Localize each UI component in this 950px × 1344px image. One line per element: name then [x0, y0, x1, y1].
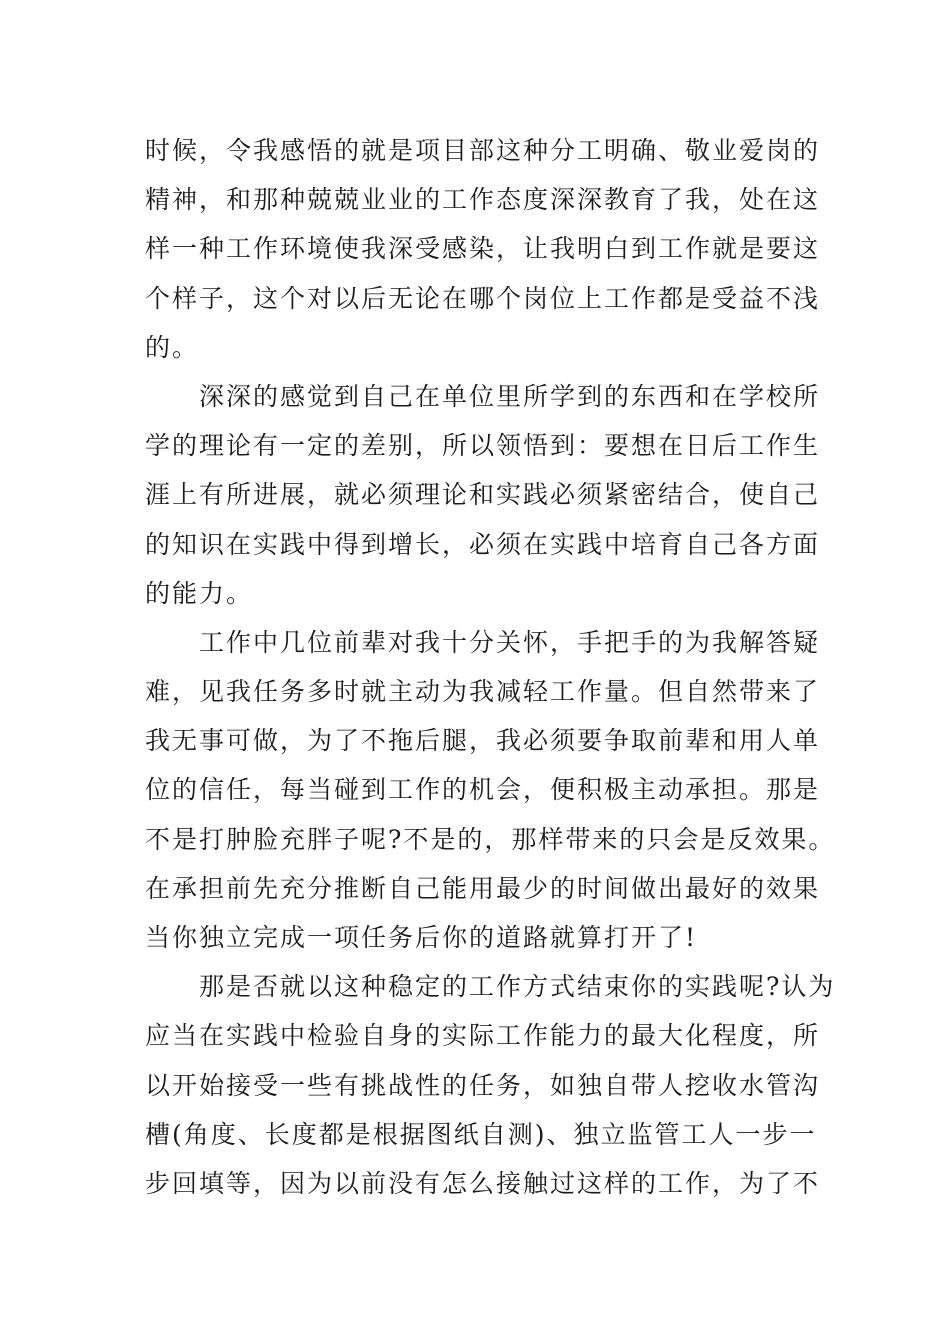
paragraph — [145, 618, 836, 962]
paragraph — [145, 126, 821, 372]
text-line: 应当在实践中检验自身的实际工作能力的最大化程度，所 — [145, 1021, 821, 1051]
text-line: 涯上有所进展，就必须理论和实践必须紧密结合，使自己 — [145, 480, 821, 510]
text-line: 槽(角度、长度都是根据图纸自测)、独立监管工人一步一 — [145, 1119, 817, 1149]
text-line: 当你独立完成一项任务后你的道路就算打开了! — [145, 923, 698, 952]
text-line: 的。 — [145, 332, 200, 362]
text-line: 样一种工作环境使我深受感染，让我明白到工作就是要这 — [145, 234, 821, 264]
text-line: 难，见我任务多时就主动为我减轻工作量。但自然带来了 — [145, 677, 821, 707]
text-line: 那是否就以这种稳定的工作方式结束你的实践呢?认为 — [199, 972, 836, 1002]
document-page — [145, 126, 836, 1208]
text-line: 我无事可做，为了不拖后腿，我必须要争取前辈和用人单 — [145, 726, 821, 756]
paragraph — [145, 962, 836, 1208]
text-line: 不是打肿脸充胖子呢?不是的，那样带来的只会是反效果。 — [145, 824, 836, 854]
text-line: 的知识在实践中得到增长，必须在实践中培育自己各方面 — [145, 529, 821, 559]
text-line: 位的信任，每当碰到工作的机会，便积极主动承担。那是 — [145, 775, 821, 805]
text-line: 步回填等，因为以前没有怎么接触过这样的工作，为了不 — [145, 1168, 821, 1198]
text-line: 在承担前先充分推断自己能用最少的时间做出最好的效果 — [145, 873, 821, 903]
text-line: 工作中几位前辈对我十分关怀，手把手的为我解答疑 — [199, 627, 821, 657]
paragraph — [145, 372, 821, 618]
text-line: 深深的感觉到自己在单位里所学到的东西和在学校所 — [199, 381, 821, 411]
text-line: 时候，令我感悟的就是项目部这种分工明确、敬业爱岗的 — [145, 136, 821, 165]
text-line: 以开始接受一些有挑战性的任务，如独自带人挖收水管沟 — [145, 1070, 821, 1100]
text-line: 精神，和那种兢兢业业的工作态度深深教育了我，处在这 — [145, 185, 821, 215]
text-line: 学的理论有一定的差别，所以领悟到：要想在日后工作生 — [145, 431, 821, 461]
text-line: 个样子，这个对以后无论在哪个岗位上工作都是受益不浅 — [145, 283, 821, 313]
text-line: 的能力。 — [145, 578, 254, 608]
